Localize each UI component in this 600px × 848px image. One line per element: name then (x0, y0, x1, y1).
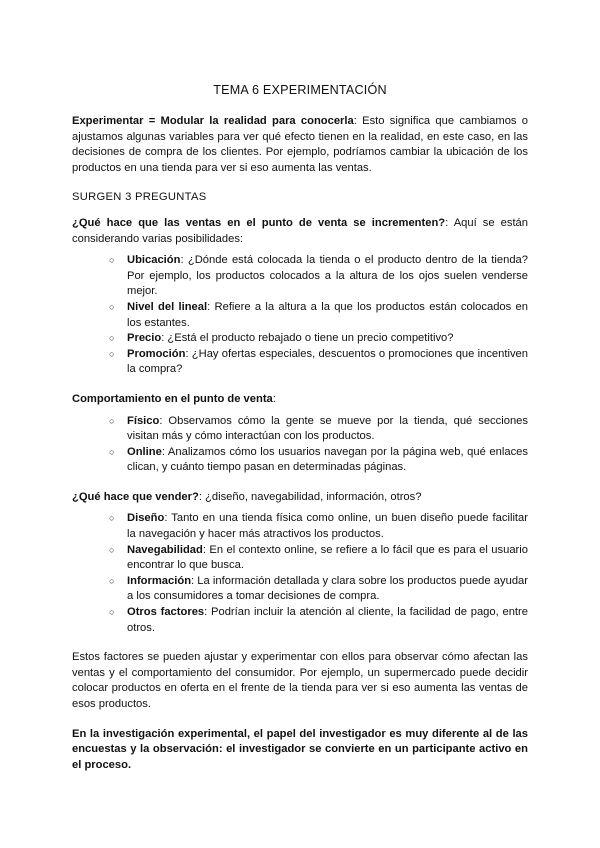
final-bold-paragraph (72, 727, 528, 774)
document-page (72, 82, 528, 773)
question-2 (72, 392, 528, 408)
question-3 (72, 490, 528, 506)
list-item-text: : ¿Dónde está colocada la tienda o el producto dentro de la tienda? Por ejemplo, los productos colocados a la altura de los ojos suelen venderse mejor. (127, 254, 528, 298)
list-item (109, 445, 528, 476)
question-3-list (72, 511, 528, 636)
list-item-term: Diseño (127, 512, 165, 525)
bullet-icon: ○ (109, 415, 115, 426)
list-item-text: : Observamos cómo la gente se mueve por la tienda, qué secciones visitan más y cómo interactúan con los productos. (127, 414, 528, 443)
list-item-text: : Tanto en una tienda física como online, un buen diseño puede facilitar la navegación y hacer más atractivos los productos. (127, 512, 528, 541)
list-item-term: Nivel del lineal (127, 300, 208, 313)
list-item (109, 543, 528, 574)
bullet-icon: ○ (109, 446, 115, 457)
question-1-list (72, 253, 528, 378)
list-item-text: : ¿Está el producto rebajado o tiene un precio competitivo? (161, 332, 454, 345)
list-item (109, 511, 528, 542)
question-3-bold: ¿Qué hace que vender? (72, 490, 199, 503)
list-item-term: Ubicación (127, 254, 181, 267)
final-bold-text: En la investigación experimental, el papel del investigador es muy diferente al de las encuestas y la observación: el investigador se convierte en un participante activo en el proceso. (72, 727, 528, 771)
list-item (109, 300, 528, 331)
bullet-icon: ○ (109, 333, 115, 344)
list-item-text: : Podrían incluir la atención al cliente, la facilidad de pago, entre otros. (127, 606, 528, 634)
list-item-term: Precio (127, 332, 162, 345)
list-item (109, 331, 528, 347)
list-item (109, 605, 528, 636)
list-item-term: Navegabilidad (127, 543, 203, 556)
list-item (109, 574, 528, 605)
page-title: TEMA 6 EXPERIMENTACIÓN (213, 83, 387, 97)
list-item-text: : Analizamos cómo los usuarios navegan por la página web, qué enlaces clican, y cuánto tiempo pasan en determinadas páginas. (127, 445, 528, 474)
list-item (109, 414, 528, 445)
closing-paragraph: Estos factores se pueden ajustar y experimentar con ellos para observar cómo afectan las ventas y el comportamiento del consumidor. Por ejemplo, un supermercado puede decidir colocar productos en oferta en el frente de la tienda para ver si eso aumenta las ventas de esos productos. (72, 651, 528, 710)
bullet-icon: ○ (109, 348, 115, 359)
list-item (109, 253, 528, 300)
bullet-icon: ○ (109, 607, 115, 618)
question-1-bold: ¿Qué hace que las ventas en el punto de venta se incrementen? (72, 216, 446, 229)
list-item-text: : En el contexto online, se refiere a lo fácil que es para el usuario encontrar lo que busca. (127, 543, 528, 572)
intro-paragraph (72, 114, 528, 176)
bullet-icon: ○ (109, 301, 115, 312)
list-item-text: : La información detallada y clara sobre los productos puede ayudar a los consumidores a tomar decisiones de compra. (127, 574, 528, 603)
intro-text: : Esto significa que cambiamos o ajustamos algunas variables para ver qué efecto tienen en la realidad, en este caso, en las decisiones de compra de los clientes. Por ejemplo, podríamos cambiar la ubicación de los productos en una tienda para ver si eso aumenta las ventas. (72, 115, 528, 174)
bullet-icon: ○ (109, 513, 115, 524)
bullet-icon: ○ (109, 544, 115, 555)
question-1 (72, 216, 528, 247)
question-2-text: : (272, 392, 276, 405)
list-item (109, 347, 528, 378)
question-2-bold: Comportamiento en el punto de venta (72, 392, 273, 405)
list-item-term: Otros factores (127, 606, 205, 619)
bullet-icon: ○ (109, 575, 115, 586)
list-item-text: : ¿Hay ofertas especiales, descuentos o promociones que incentiven la compra? (127, 347, 528, 376)
bullet-icon: ○ (109, 255, 115, 266)
list-item-term: Información (127, 574, 192, 587)
list-item-text: : Refiere a la altura a la que los productos están colocados en los estantes. (127, 300, 528, 329)
question-1-text: : Aquí se están considerando varias posibilidades: (72, 216, 528, 245)
surgen-heading: SURGEN 3 PREGUNTAS (72, 191, 207, 204)
question-2-list (72, 414, 528, 476)
list-item-term: Online (127, 445, 162, 458)
list-item-term: Promoción (127, 347, 186, 360)
list-item-term: Físico (127, 414, 160, 427)
question-3-text: : ¿diseño, navegabilidad, información, otros? (198, 490, 422, 503)
intro-bold: Experimentar = Modular la realidad para conocerla (72, 115, 354, 127)
